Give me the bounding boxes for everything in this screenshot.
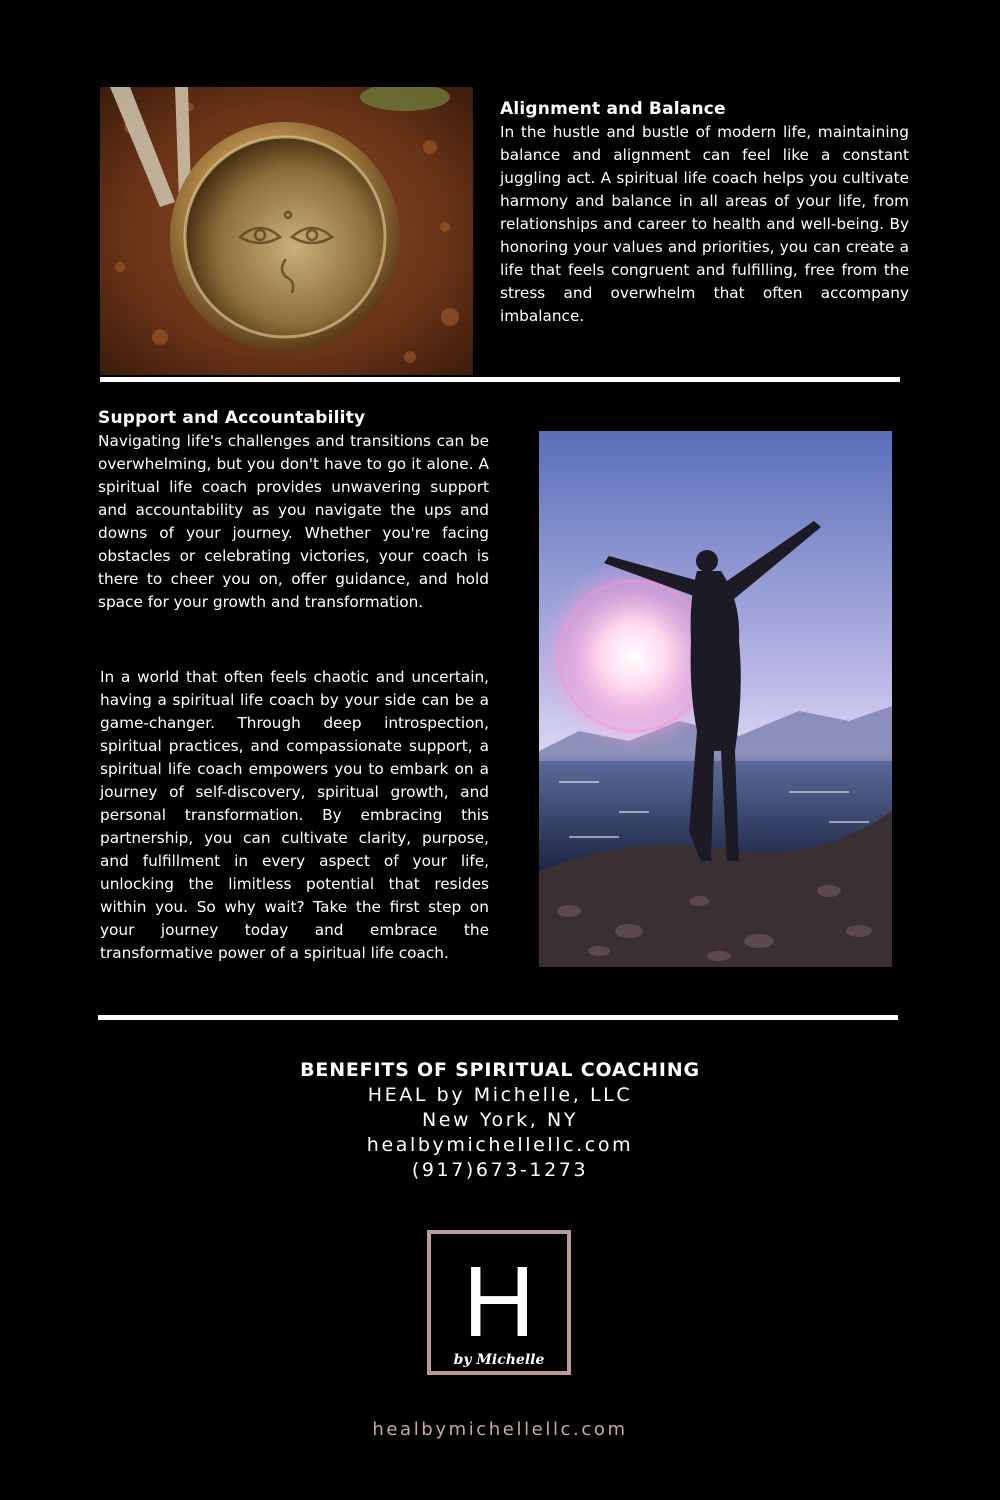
footer-heading: BENEFITS OF SPIRITUAL COACHING: [300, 1059, 700, 1081]
company-phone[interactable]: (917)673-1273: [411, 1159, 589, 1181]
section-alignment: [500, 99, 909, 328]
section-closing: [100, 666, 489, 965]
woman-sea-photo: [539, 431, 892, 967]
section-title-support: Support and Accountability: [98, 408, 366, 428]
company-name: HEAL by Michelle, LLC: [367, 1084, 633, 1106]
woman-sea-image: [539, 431, 892, 967]
company-website[interactable]: healbymichellellc.com: [366, 1134, 634, 1156]
section-body-closing: In a world that often feels chaotic and uncertain, having a spiritual life coach by your side can be a game-changer. Through deep introspection, spiritual practices, and compassionate support, a spiritual life coach empowers you to embark on a journey of self-discovery, spiritual growth, and personal transformation. By embracing this partnership, you can cultivate clarity, purpose, and fulfillment in every aspect of your life, unlocking the limitless potential that resides within you. So why wait? Take the first step on your journey today and embrace the transformative power of a spiritual life coach.: [100, 668, 489, 962]
contact-block: [0, 1058, 1000, 1183]
section-title-alignment: Alignment and Balance: [500, 99, 726, 119]
divider-bottom: [98, 1015, 898, 1020]
logo-tagline: by Michelle: [453, 1352, 545, 1368]
section-body-alignment: In the hustle and bustle of modern life, maintaining balance and alignment can feel like a constant juggling act. A spiritual life coach helps you cultivate harmony and balance in all areas of your life, from relationships and career to health and well-being. By honoring your values and priorities, you can create a life that feels congruent and fulfilling, free from the stress and overwhelm that often accompany imbalance.: [500, 123, 909, 325]
brand-logo: [427, 1230, 571, 1375]
divider-top: [100, 377, 900, 382]
bottom-website-link[interactable]: healbymichellellc.com: [372, 1419, 628, 1440]
company-location: New York, NY: [421, 1109, 579, 1131]
logo-letter: H: [462, 1246, 536, 1358]
section-body-support: Navigating life's challenges and transitions can be overwhelming, but you don't have to go it alone. A spiritual life coach provides unwavering support and accountability as you navigate the ups and downs of your journey. Whether you're facing obstacles or celebrating victories, your coach is there to cheer you on, offer guidance, and hold space for your growth and transformation.: [98, 432, 489, 611]
section-support: [98, 408, 489, 614]
singing-bowl-image: [100, 87, 473, 375]
singing-bowl-photo: [100, 87, 473, 375]
